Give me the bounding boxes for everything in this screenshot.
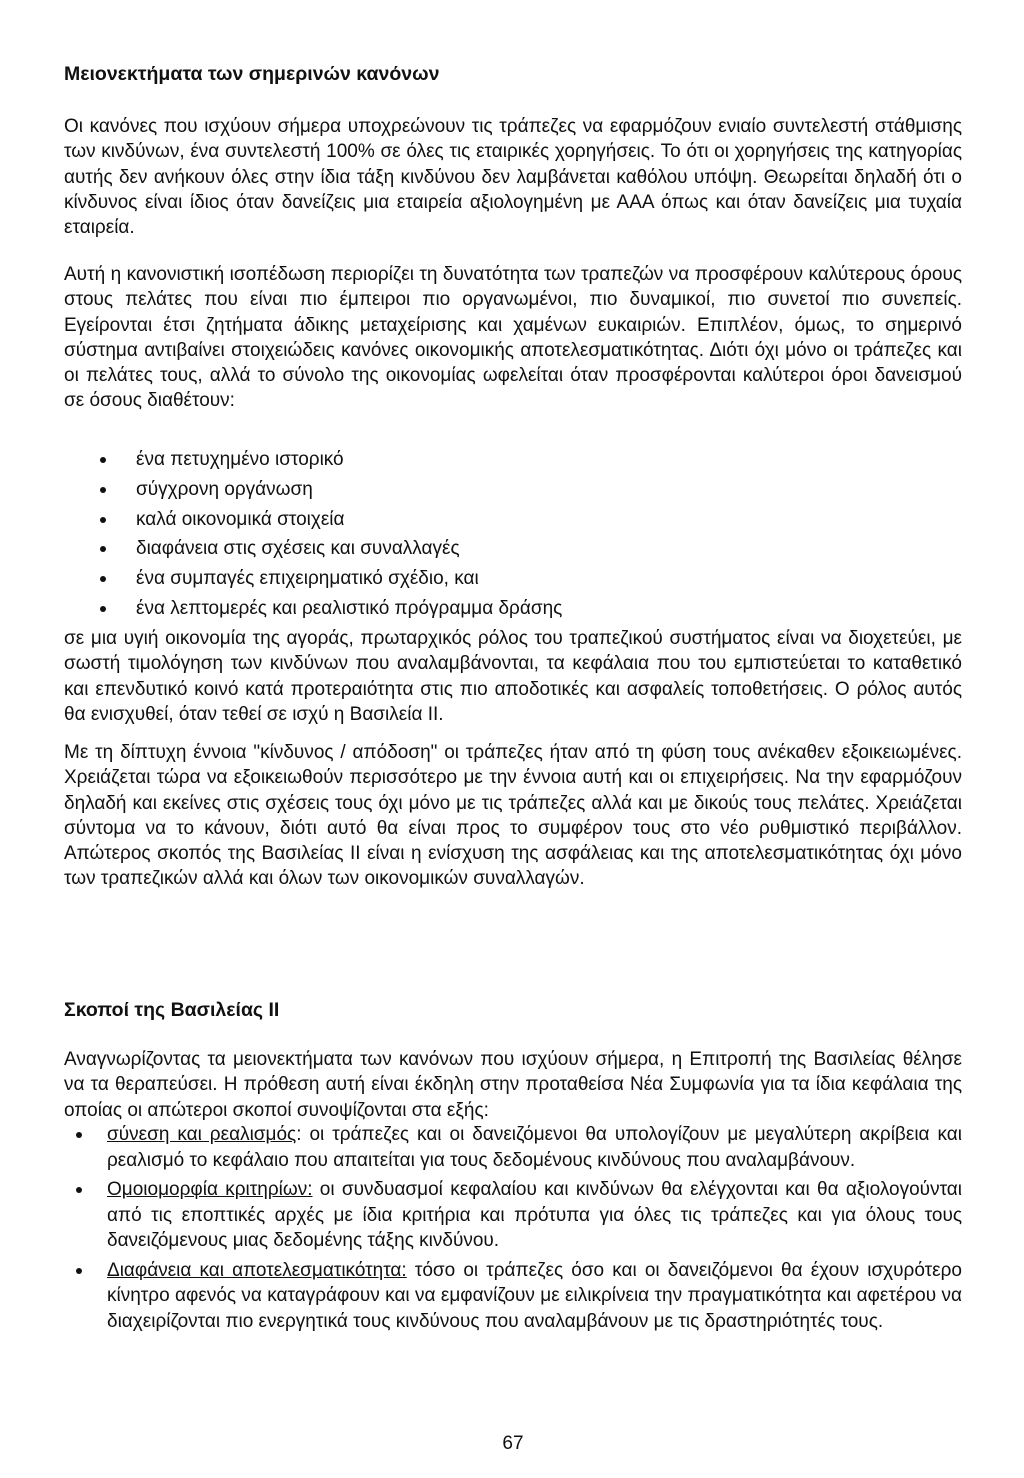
list-item: ένα λεπτομερές και ρεαλιστικό πρόγραμμα δράσης <box>64 594 962 624</box>
paragraph-current-rules: Οι κανόνες που ισχύουν σήμερα υποχρεώνουν τις τράπεζες να εφαρμόζουν ενιαίο συντελεστή στάθμισης των κινδύνων, ένα συντελεστή 100% σε όλες τις εταιρικές χορηγήσεις. Το ότι οι χορηγήσεις της κατηγορίας αυτής δεν ανήκουν όλες στην ίδια τάξη κινδύνου δεν λαμβάνεται καθόλου υπόψη. Θεωρείται δηλαδή ότι ο κίνδυνος είναι ίδιος όταν δανείζεις μια εταιρεία αξιολογημένη με ΑΑΑ όπως και όταν δανείζεις μια τυχαία εταιρεία. <box>64 116 962 239</box>
list-item <box>64 1122 962 1173</box>
aim-term: Ομοιομορφία κριτηρίων: <box>107 1179 313 1200</box>
paragraph-banking-role: σε μια υγιή οικονομία της αγοράς, πρωταρχικός ρόλος του τραπεζικού συστήματος είναι να διοχετεύει, με σωστή τιμολόγηση των κινδύνων που αναλαμβάνονται, τα κεφάλαια που του εμπιστεύεται το καταθετικό και επενδυτικό κοινό κατά προτεραιότητα στις πιο αποδοτικές και ασφαλείς τοποθετήσεις. Ο ρόλος αυτός θα ενισχυθεί, όταν τεθεί σε ισχύ η Βασιλεία ΙΙ. <box>64 628 962 725</box>
criteria-list <box>64 445 962 624</box>
list-item <box>64 1258 962 1335</box>
aims-list <box>64 1122 962 1338</box>
list-item: ένα συμπαγές επιχειρηματικό σχέδιο, και <box>64 564 962 594</box>
section-heading-disadvantages: Μειονεκτήματα των σημερινών κανόνων <box>64 63 440 85</box>
list-item: καλά οικονομικά στοιχεία <box>64 505 962 535</box>
aim-term: Διαφάνεια και αποτελεσματικότητα: <box>107 1259 407 1281</box>
list-item <box>64 1177 962 1254</box>
list-item: ένα πετυχημένο ιστορικό <box>64 445 962 475</box>
aim-description: : οι τράπεζες και οι δανειζόμενοι θα υπολογίζουν με μεγαλύτερη ακρίβεια και ρεαλισμό το κεφάλαιο που απαιτείται για τους δεδομένους κινδύνους που αναλαμβάνουν. <box>107 1124 962 1171</box>
section-heading-basel-aims: Σκοποί της Βασιλείας ΙΙ <box>64 999 280 1021</box>
paragraph-risk-return: Με τη δίπτυχη έννοια "κίνδυνος / απόδοση" οι τράπεζες ήταν από τη φύση τους ανέκαθεν εξοικειωμένες. Χρειάζεται τώρα να εξοικειωθούν περισσότερο με την έννοια αυτή και οι επιχειρήσεις. Να την εφαρμόζουν δηλαδή και εκείνες στις σχέσεις τους όχι μόνο με τις τράπεζες αλλά και με δικούς τους πελάτες. Χρειάζεται σύντομα να το κάνουν, διότι αυτό θα είναι προς το συμφέρον τους στο νέο ρυθμιστικό περιβάλλον. Απώτερος σκοπός της Βασιλείας ΙΙ είναι η ενίσχυση της ασφάλειας και της αποτελεσματικότητας όχι μόνο των τραπεζικών αλλά και όλων των οικονομικών συναλλαγών. <box>64 742 962 890</box>
paragraph-committee-intent: Αναγνωρίζοντας τα μειονεκτήματα των κανόνων που ισχύουν σήμερα, η Επιτροπή της Βασιλείας θέλησε να τα θεραπεύσει. Η πρόθεση αυτή είναι έκδηλη στην προταθείσα Νέα Συμφωνία για τα ίδια κεφάλαια της οποίας οι απώτεροι σκοποί συνοψίζονται στα εξής: <box>64 1049 962 1121</box>
paragraph-regulatory-leveling: Αυτή η κανονιστική ισοπέδωση περιορίζει τη δυνατότητα των τραπεζών να προσφέρουν καλύτερους όρους στους πελάτες που είναι πιο έμπειροι πιο οργανωμένοι, πιο δυναμικοί, πιο συνετοί πιο συνεπείς. Εγείρονται έτσι ζητήματα άδικης μεταχείρισης και χαμένων ευκαιριών. Επιπλέον, όμως, το σημερινό σύστημα αντιβαίνει στοιχειώδεις κανόνες οικονομικής αποτελεσματικότητας. Διότι όχι μόνο οι τράπεζες και οι πελάτες τους, αλλά το σύνολο της οικονομίας ωφελείται όταν προσφέρονται καλύτεροι όροι δανεισμού σε όσους διαθέτουν: <box>64 264 962 412</box>
page-number: 67 <box>502 1433 524 1454</box>
list-item: σύγχρονη οργάνωση <box>64 475 962 505</box>
aim-description: τόσο οι τράπεζες όσο και οι δανειζόμενοι θα έχουν ισχυρότερο κίνητρο αφενός να καταγράφουν και να εμφανίζουν με ειλικρίνεια την πραγματικότητα και αφετέρου να διαχειρίζονται πιο ενεργητικά τους κινδύνους που αναλαμβάνουν με τις δραστηριότητές τους. <box>107 1259 962 1332</box>
aim-term: σύνεση και ρεαλισμός <box>107 1124 297 1145</box>
list-item: διαφάνεια στις σχέσεις και συναλλαγές <box>64 534 962 564</box>
aim-description: οι συνδυασμοί κεφαλαίου και κινδύνων θα ελέγχονται και θα αξιολογούνται από τις εποπτικές αρχές με ίδια κριτήρια και πρότυπα για όλες τις τράπεζες και για όλους τους δανειζόμενους μιας δεδομένης τάξης κινδύνου. <box>107 1179 963 1251</box>
